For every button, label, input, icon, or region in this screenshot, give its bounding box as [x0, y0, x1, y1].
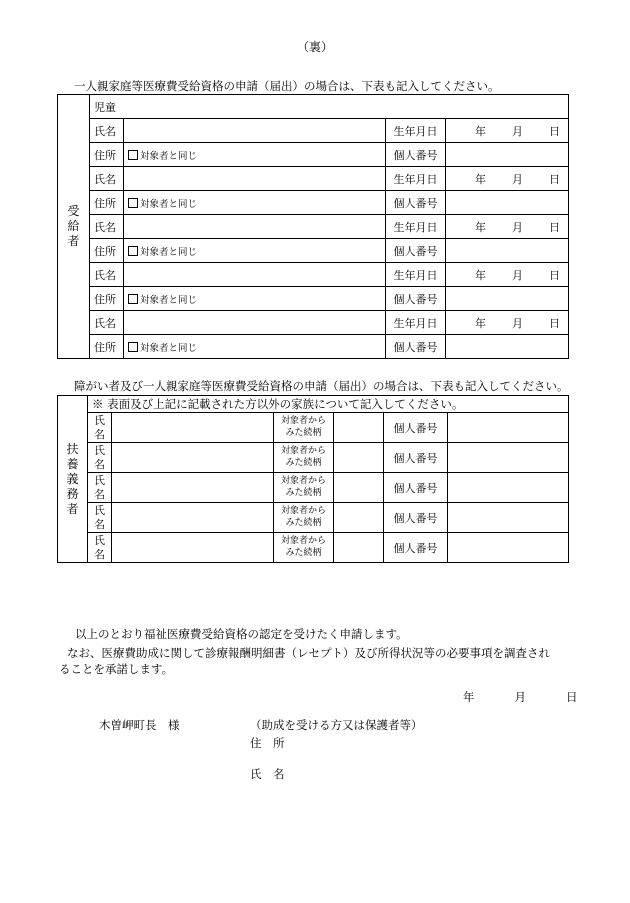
id-number-field[interactable]	[446, 239, 569, 263]
relation-line: 対象者から	[280, 536, 326, 547]
table-row	[58, 239, 569, 263]
name-field[interactable]	[112, 443, 274, 473]
id-number-field[interactable]	[446, 287, 569, 311]
id-number-label: 個人番号	[384, 473, 448, 503]
relation-field[interactable]	[334, 503, 384, 533]
id-number-label: 個人番号	[386, 143, 446, 167]
birth-year-label: 年	[475, 220, 486, 234]
section1-note: 一人親家庭等医療費受給資格の申請（届出）の場合は、下表も記入してください。	[74, 79, 500, 93]
birth-month-label: 月	[512, 220, 523, 234]
name-char: 名	[94, 457, 105, 471]
same-as-subject-label: 対象者と同じ	[140, 198, 198, 210]
birth-day-label: 日	[549, 316, 560, 330]
address-field[interactable]	[124, 191, 386, 215]
addressee: 木曽岬町長 様	[99, 718, 180, 732]
name-label: 氏名	[90, 311, 124, 335]
name-label: 氏名	[90, 119, 124, 143]
address-field[interactable]	[124, 287, 386, 311]
id-number-field[interactable]	[448, 533, 569, 563]
side-char: 義	[66, 471, 79, 486]
birth-month-label: 月	[512, 172, 523, 186]
table-row	[58, 533, 569, 563]
relation-label	[274, 413, 334, 443]
name-field[interactable]	[124, 311, 386, 335]
declaration-line-2: なお、医療費助成に関して診療報酬明細書（レセプト）及び所得状況等の必要事項を調査され	[67, 646, 550, 660]
name-field[interactable]	[112, 533, 274, 563]
child-header: 児童	[90, 95, 569, 119]
relation-field[interactable]	[334, 533, 384, 563]
name-label	[88, 503, 112, 533]
side-char: 者	[67, 234, 80, 248]
address-label: 住所	[90, 239, 124, 263]
same-as-subject-label: 対象者と同じ	[140, 342, 198, 354]
recipient-header-row	[58, 95, 569, 119]
relation-line: 対象者から	[280, 506, 326, 517]
name-label: 氏名	[90, 215, 124, 239]
birthdate-field[interactable]	[446, 119, 569, 143]
relation-line: みた続柄	[285, 457, 322, 468]
same-as-subject-checkbox[interactable]	[128, 198, 138, 208]
side-char: 受	[67, 204, 80, 218]
name-field[interactable]	[112, 473, 274, 503]
relation-line: 対象者から	[280, 476, 326, 487]
table-row	[58, 263, 569, 287]
birthdate-field[interactable]	[446, 311, 569, 335]
declaration-line-3: ることを承諾します。	[59, 662, 174, 676]
address-label: 住所	[90, 143, 124, 167]
name-char: 名	[94, 517, 105, 531]
birth-year-label: 年	[475, 316, 486, 330]
same-as-subject-label: 対象者と同じ	[140, 150, 198, 162]
relation-label	[274, 473, 334, 503]
name-field[interactable]	[124, 119, 386, 143]
table-row	[58, 311, 569, 335]
birth-month-label: 月	[512, 124, 523, 138]
name-label: 氏名	[90, 263, 124, 287]
same-as-subject-checkbox[interactable]	[128, 294, 138, 304]
birth-day-label: 日	[549, 124, 560, 138]
table-row	[58, 215, 569, 239]
birth-year-label: 年	[475, 124, 486, 138]
declaration-line-1: 以上のとおり福祉医療費受給資格の認定を受けたく申請します。	[75, 627, 408, 641]
relation-field[interactable]	[334, 473, 384, 503]
name-label: 氏名	[90, 167, 124, 191]
relation-label	[274, 503, 334, 533]
table-row	[58, 191, 569, 215]
side-char: 養	[66, 456, 79, 471]
address-label: 住所	[90, 191, 124, 215]
dependent-header: ※ 表面及び上記に記載された方以外の家族について記入してください。	[88, 396, 569, 413]
name-char: 氏	[94, 503, 105, 517]
same-as-subject-checkbox[interactable]	[128, 342, 138, 352]
relation-field[interactable]	[334, 413, 384, 443]
id-number-field[interactable]	[448, 443, 569, 473]
table-row	[58, 413, 569, 443]
relation-line: みた続柄	[285, 547, 322, 558]
dependent-header-row	[58, 396, 569, 413]
dependent-side-label	[58, 396, 88, 563]
name-field[interactable]	[124, 263, 386, 287]
relation-line: 対象者から	[280, 416, 326, 427]
same-as-subject-label: 対象者と同じ	[140, 294, 198, 306]
name-char: 氏	[94, 413, 105, 427]
side-char: 扶	[66, 441, 79, 456]
birth-day-label: 日	[549, 268, 560, 282]
name-field[interactable]	[124, 167, 386, 191]
id-number-label: 個人番号	[386, 287, 446, 311]
name-label	[88, 443, 112, 473]
address-field[interactable]	[124, 335, 386, 359]
birthdate-label: 生年月日	[386, 167, 446, 191]
name-char: 氏	[94, 473, 105, 487]
name-char: 名	[94, 547, 105, 561]
table-row	[58, 167, 569, 191]
same-as-subject-checkbox[interactable]	[128, 150, 138, 160]
id-number-field[interactable]	[448, 503, 569, 533]
birthdate-field[interactable]	[446, 167, 569, 191]
applicant-name-label: 氏 名	[250, 767, 285, 781]
id-number-field[interactable]	[448, 473, 569, 503]
name-char: 名	[94, 427, 105, 441]
id-number-field[interactable]	[446, 143, 569, 167]
relation-line: みた続柄	[285, 487, 322, 498]
side-char: 務	[66, 486, 79, 501]
name-char: 氏	[94, 443, 105, 457]
relation-label	[274, 533, 334, 563]
table-row	[58, 287, 569, 311]
address-field[interactable]	[124, 143, 386, 167]
relation-line: 対象者から	[280, 446, 326, 457]
dependent-table	[57, 395, 569, 563]
id-number-label: 個人番号	[386, 239, 446, 263]
address-field[interactable]	[124, 239, 386, 263]
side-char: 給	[67, 219, 80, 233]
birthdate-field[interactable]	[446, 263, 569, 287]
address-label: 住所	[90, 287, 124, 311]
table-row	[58, 143, 569, 167]
birthdate-label: 生年月日	[386, 263, 446, 287]
birth-day-label: 日	[549, 172, 560, 186]
id-number-label: 個人番号	[384, 413, 448, 443]
birthdate-label: 生年月日	[386, 119, 446, 143]
name-label	[88, 413, 112, 443]
name-field[interactable]	[112, 413, 274, 443]
id-number-label: 個人番号	[386, 335, 446, 359]
page-title: （裏）	[296, 40, 333, 54]
birthdate-label: 生年月日	[386, 311, 446, 335]
birthdate-label: 生年月日	[386, 215, 446, 239]
birthdate-field[interactable]	[446, 215, 569, 239]
name-char: 名	[94, 487, 105, 501]
table-row	[58, 335, 569, 359]
section2-note: 障がい者及び一人親家庭等医療費受給資格の申請（届出）の場合は、下表も記入してください。	[74, 379, 569, 393]
birth-year-label: 年	[475, 268, 486, 282]
date-day: 日	[566, 690, 578, 704]
name-char: 氏	[94, 533, 105, 547]
id-number-field[interactable]	[446, 335, 569, 359]
table-row	[58, 473, 569, 503]
id-number-field[interactable]	[448, 413, 569, 443]
side-char: 者	[66, 501, 79, 516]
date-month: 月	[514, 690, 526, 704]
id-number-label: 個人番号	[384, 443, 448, 473]
id-number-label: 個人番号	[384, 503, 448, 533]
applicant-note: （助成を受ける方又は保護者等）	[250, 718, 423, 732]
table-row	[58, 119, 569, 143]
date-year: 年	[463, 690, 475, 704]
application-date	[463, 689, 578, 705]
birth-month-label: 月	[512, 268, 523, 282]
table-row	[58, 503, 569, 533]
relation-field[interactable]	[334, 443, 384, 473]
name-field[interactable]	[112, 503, 274, 533]
recipient-table	[57, 94, 569, 359]
name-field[interactable]	[124, 215, 386, 239]
name-label	[88, 533, 112, 563]
birth-day-label: 日	[549, 220, 560, 234]
same-as-subject-checkbox[interactable]	[128, 246, 138, 256]
relation-line: みた続柄	[285, 517, 322, 528]
same-as-subject-label: 対象者と同じ	[140, 246, 198, 258]
relation-line: みた続柄	[285, 427, 322, 438]
id-number-label: 個人番号	[386, 191, 446, 215]
birth-month-label: 月	[512, 316, 523, 330]
relation-label	[274, 443, 334, 473]
name-label	[88, 473, 112, 503]
id-number-label: 個人番号	[384, 533, 448, 563]
recipient-side-label	[58, 95, 90, 359]
applicant-address-label: 住 所	[250, 736, 285, 750]
birth-year-label: 年	[475, 172, 486, 186]
table-row	[58, 443, 569, 473]
address-label: 住所	[90, 335, 124, 359]
id-number-field[interactable]	[446, 191, 569, 215]
